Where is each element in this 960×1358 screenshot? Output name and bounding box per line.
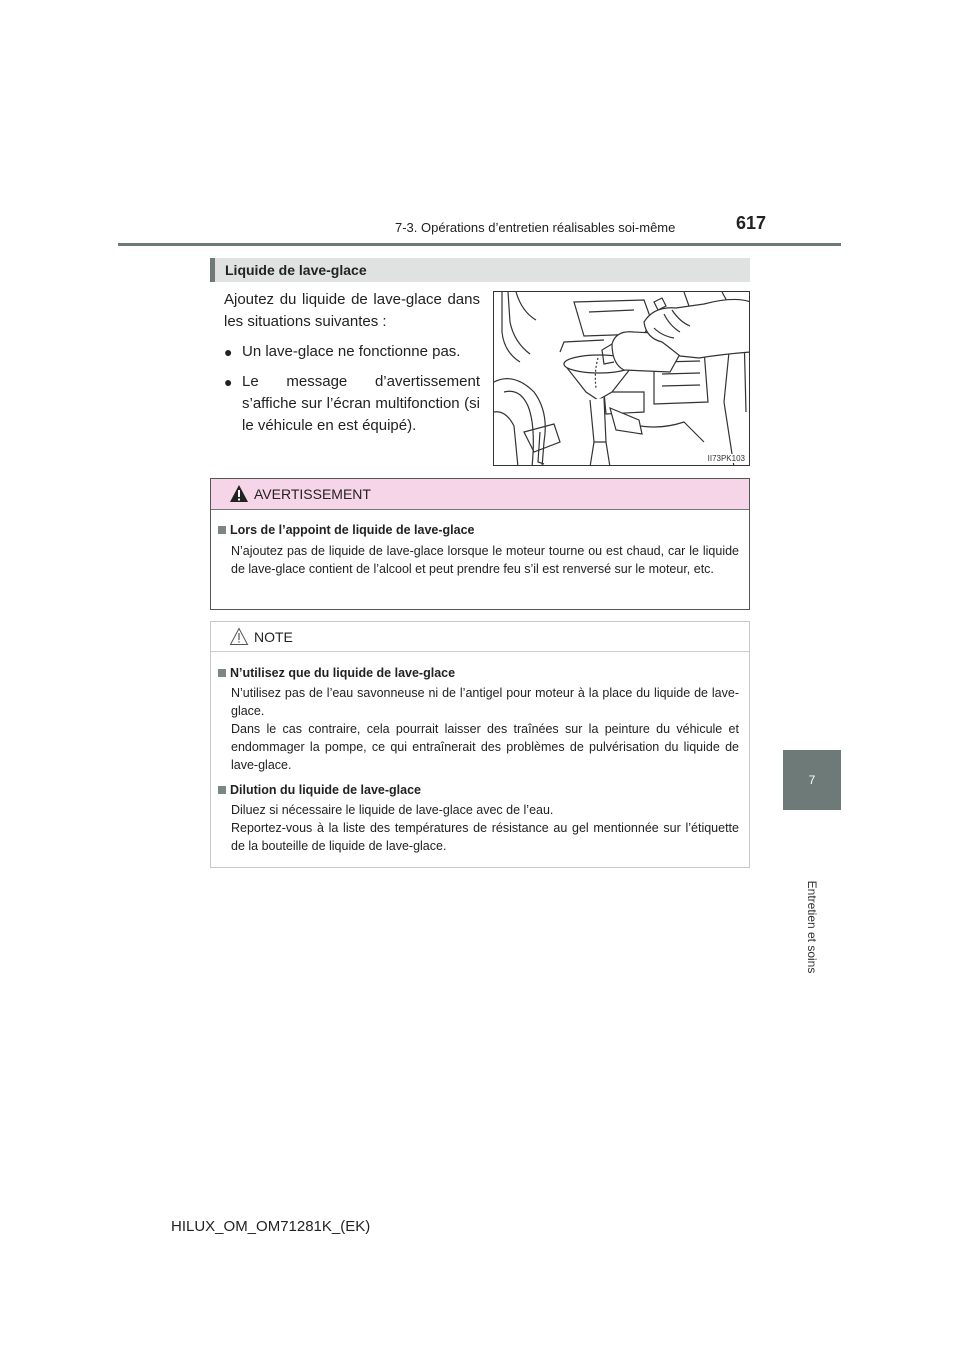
- chapter-number: 7: [808, 773, 816, 787]
- square-bullet-icon: [218, 669, 226, 677]
- note-item-title: [218, 664, 739, 682]
- warning-item: [211, 521, 749, 578]
- chapter-label: Entretien et soins: [805, 880, 819, 974]
- note-item: [211, 781, 749, 855]
- chapter-tab: [783, 750, 841, 810]
- bullet-text: Le message d’avertissement s’affiche sur l’écran multifonction (si le véhicule en est équipé).: [242, 373, 480, 434]
- engine-bay-drawing: [494, 292, 750, 466]
- square-bullet-icon: [218, 786, 226, 794]
- note-item-title-text: Dilution du liquide de lave-glace: [230, 783, 421, 797]
- header-divider: [118, 243, 841, 246]
- warning-item-text: N’ajoutez pas de liquide de lave-glace lorsque le moteur tourne ou est chaud, car le liquide de lave-glace contient de l’alcool et peut prendre feu s’il est renversé sur le moteur, etc.: [231, 544, 739, 576]
- square-bullet-icon: [218, 526, 226, 534]
- warning-triangle-icon: [229, 484, 249, 503]
- warning-heading: AVERTISSEMENT: [254, 486, 371, 502]
- warning-box: [210, 478, 750, 610]
- note-item-text: N’utilisez pas de l’eau savonneuse ni de l’antigel pour moteur à la place du liquide de lave-glace.: [231, 686, 739, 718]
- note-item-title-text: N’utilisez que du liquide de lave-glace: [230, 666, 456, 680]
- bullet-icon: ●: [224, 344, 233, 360]
- document-code: HILUX_OM_OM71281K_(EK): [171, 1218, 371, 1235]
- note-box: [210, 621, 750, 868]
- note-item-text: Dans le cas contraire, cela pourrait laisser des traînées sur la peinture du véhicule et endommager la pompe, ce qui entraînerait des problèmes de pulvérisation du liquide de lave-glace.: [231, 722, 739, 772]
- warning-header: [211, 479, 749, 510]
- page-number: 617: [736, 213, 767, 233]
- note-item-text: Reportez-vous à la liste des températures de résistance au gel mentionnée sur l’étiquette de la bouteille de liquide de lave-glace.: [231, 821, 739, 853]
- list-item: [224, 371, 480, 437]
- intro-text: Ajoutez du liquide de lave-glace dans les situations suivantes :: [224, 291, 480, 330]
- figure-code: II73PK103: [707, 454, 745, 463]
- washer-fluid-illustration: [493, 291, 750, 466]
- caution-outline-icon: [229, 627, 249, 646]
- bullet-text: Un lave-glace ne fonctionne pas.: [242, 343, 461, 360]
- note-heading: NOTE: [254, 629, 293, 645]
- note-header: [211, 622, 749, 652]
- bullet-icon: ●: [224, 374, 233, 390]
- note-item-title: [218, 781, 739, 799]
- list-item: [224, 341, 480, 363]
- section-title: Liquide de lave-glace: [210, 258, 750, 282]
- warning-item-title-text: Lors de l’appoint de liquide de lave-glace: [230, 523, 475, 537]
- warning-item-title: [218, 521, 739, 539]
- running-header-section: 7-3. Opérations d’entretien réalisables soi-même: [395, 220, 676, 235]
- note-item: [211, 664, 749, 774]
- note-item-text: Diluez si nécessaire le liquide de lave-glace avec de l’eau.: [231, 803, 554, 817]
- intro-block: [224, 289, 480, 437]
